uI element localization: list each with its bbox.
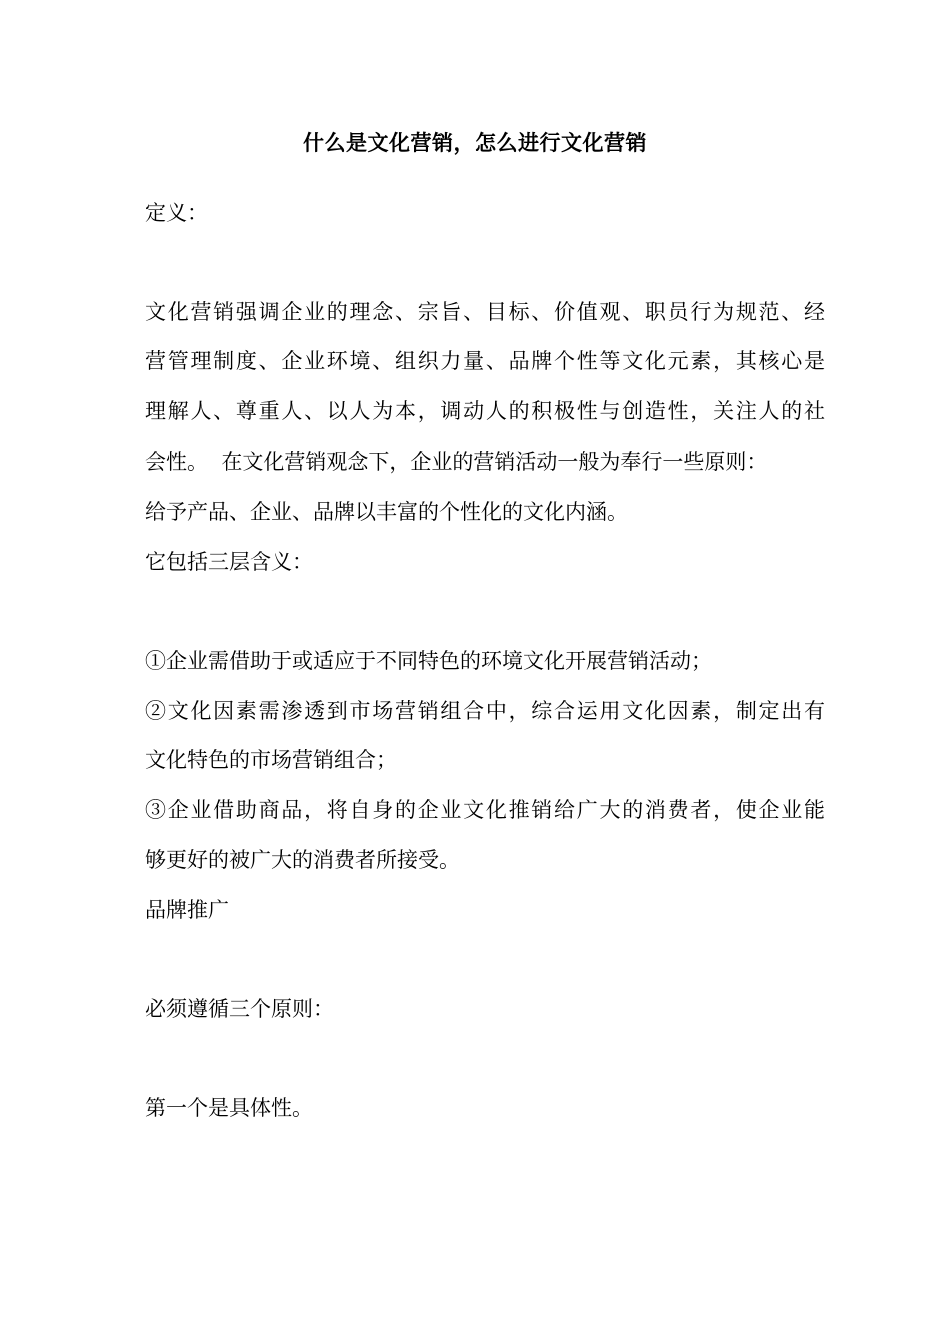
paragraph-line: 必须遵循三个原则： (145, 997, 334, 1021)
list-item: ②文化因素需渗透到市场营销组合中，综合运用文化因素，制定出有 (145, 699, 825, 723)
section-heading: 品牌推广 (145, 898, 229, 922)
document-title: 什么是文化营销，怎么进行文化营销 (303, 131, 647, 155)
list-item-continuation: 够更好的被广大的消费者所接受。 (145, 848, 460, 872)
paragraph-line: 定义： (145, 201, 208, 225)
paragraph-line: 第一个是具体性。 (145, 1096, 313, 1120)
paragraph-line: 理解人、尊重人、以人为本，调动人的积极性与创造性，关注人的社 (145, 399, 825, 423)
paragraph-line: 文化营销强调企业的理念、宗旨、目标、价值观、职员行为规范、经 (145, 300, 825, 324)
paragraph-line: 营管理制度、企业环境、组织力量、品牌个性等文化元素，其核心是 (145, 349, 825, 373)
list-item: ①企业需借助于或适应于不同特色的环境文化开展营销活动； (145, 649, 712, 673)
paragraph-line: 它包括三层含义： (145, 550, 313, 574)
list-item-continuation: 文化特色的市场营销组合； (145, 748, 397, 772)
list-item: ③企业借助商品，将自身的企业文化推销给广大的消费者，使企业能 (145, 798, 825, 822)
paragraph-line: 给予产品、企业、品牌以丰富的个性化的文化内涵。 (145, 500, 628, 524)
paragraph-line: 会性。 在文化营销观念下，企业的营销活动一般为奉行一些原则： (145, 450, 768, 474)
